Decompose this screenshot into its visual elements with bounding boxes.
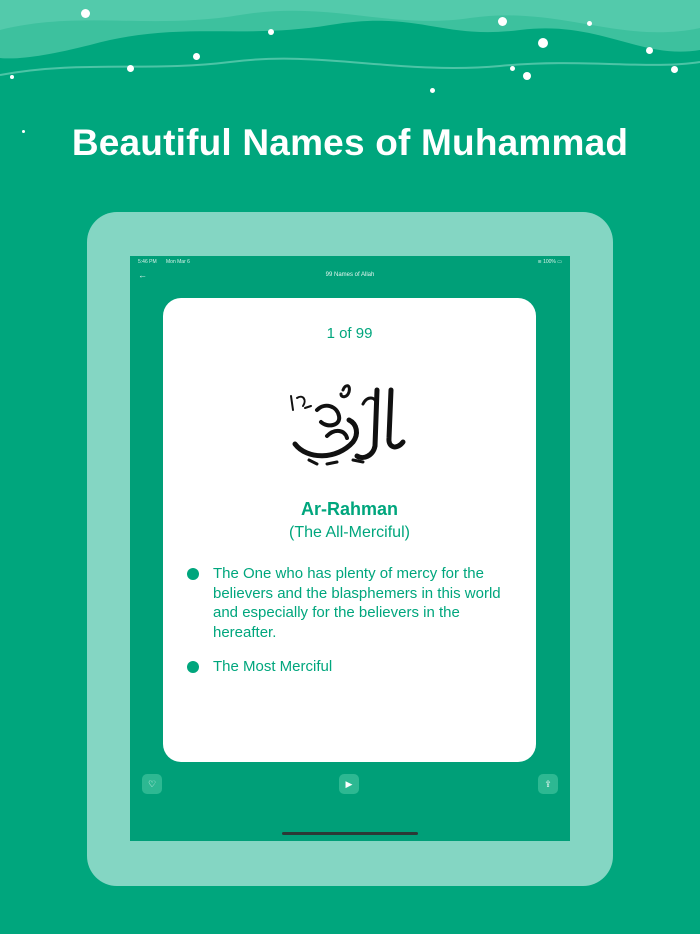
decorative-dot xyxy=(510,66,515,71)
description-text: The One who has plenty of mercy for the believers and the blasphemers in this world and especially for the believers in the hereafter. xyxy=(213,565,501,641)
battery-icon: ▭ xyxy=(557,259,562,265)
heart-icon: ♡ xyxy=(147,778,157,789)
list-item xyxy=(187,564,514,642)
back-arrow-icon[interactable]: ← xyxy=(138,270,147,280)
play-button[interactable] xyxy=(339,774,359,794)
play-icon: ▶ xyxy=(345,778,353,789)
decorative-dot xyxy=(646,47,653,54)
battery-level: 100% xyxy=(543,259,556,265)
decorative-dot xyxy=(523,72,531,80)
decorative-dot xyxy=(671,66,678,73)
name-meaning: (The All-Merciful) xyxy=(289,524,410,541)
bullet-icon xyxy=(187,568,199,580)
decorative-dot xyxy=(193,53,200,60)
name-title: Ar-Rahman xyxy=(300,499,398,519)
decorative-dot xyxy=(268,29,274,35)
status-bar xyxy=(138,259,562,267)
bullet-icon xyxy=(187,661,199,673)
share-icon: ⇪ xyxy=(544,778,552,789)
name-card[interactable] xyxy=(163,298,536,762)
decorative-dot xyxy=(587,21,592,26)
wifi-icon: ≋ xyxy=(537,259,542,265)
headline: Beautiful Names of Muhammad xyxy=(71,122,629,163)
decorative-dot xyxy=(10,75,14,79)
status-date: Mon Mar 6 xyxy=(166,259,190,265)
arabic-calligraphy-icon xyxy=(287,376,413,468)
list-item xyxy=(187,657,514,677)
status-time: 5:46 PM xyxy=(138,259,157,265)
nav-title: 99 Names of Allah xyxy=(325,272,375,278)
home-indicator[interactable] xyxy=(282,832,418,835)
decorative-dot xyxy=(538,38,548,48)
tablet-screen xyxy=(130,256,570,841)
name-counter: 1 of 99 xyxy=(326,325,373,342)
decorative-dot xyxy=(81,9,90,18)
share-button[interactable] xyxy=(538,774,558,794)
description-list xyxy=(187,564,514,692)
nav-bar xyxy=(130,270,570,284)
wave-decoration xyxy=(0,0,700,110)
tablet-frame xyxy=(87,212,613,886)
favorite-button[interactable] xyxy=(142,774,162,794)
description-text: The Most Merciful xyxy=(213,658,333,675)
decorative-dot xyxy=(430,88,435,93)
decorative-dot xyxy=(498,17,507,26)
decorative-dot xyxy=(127,65,134,72)
